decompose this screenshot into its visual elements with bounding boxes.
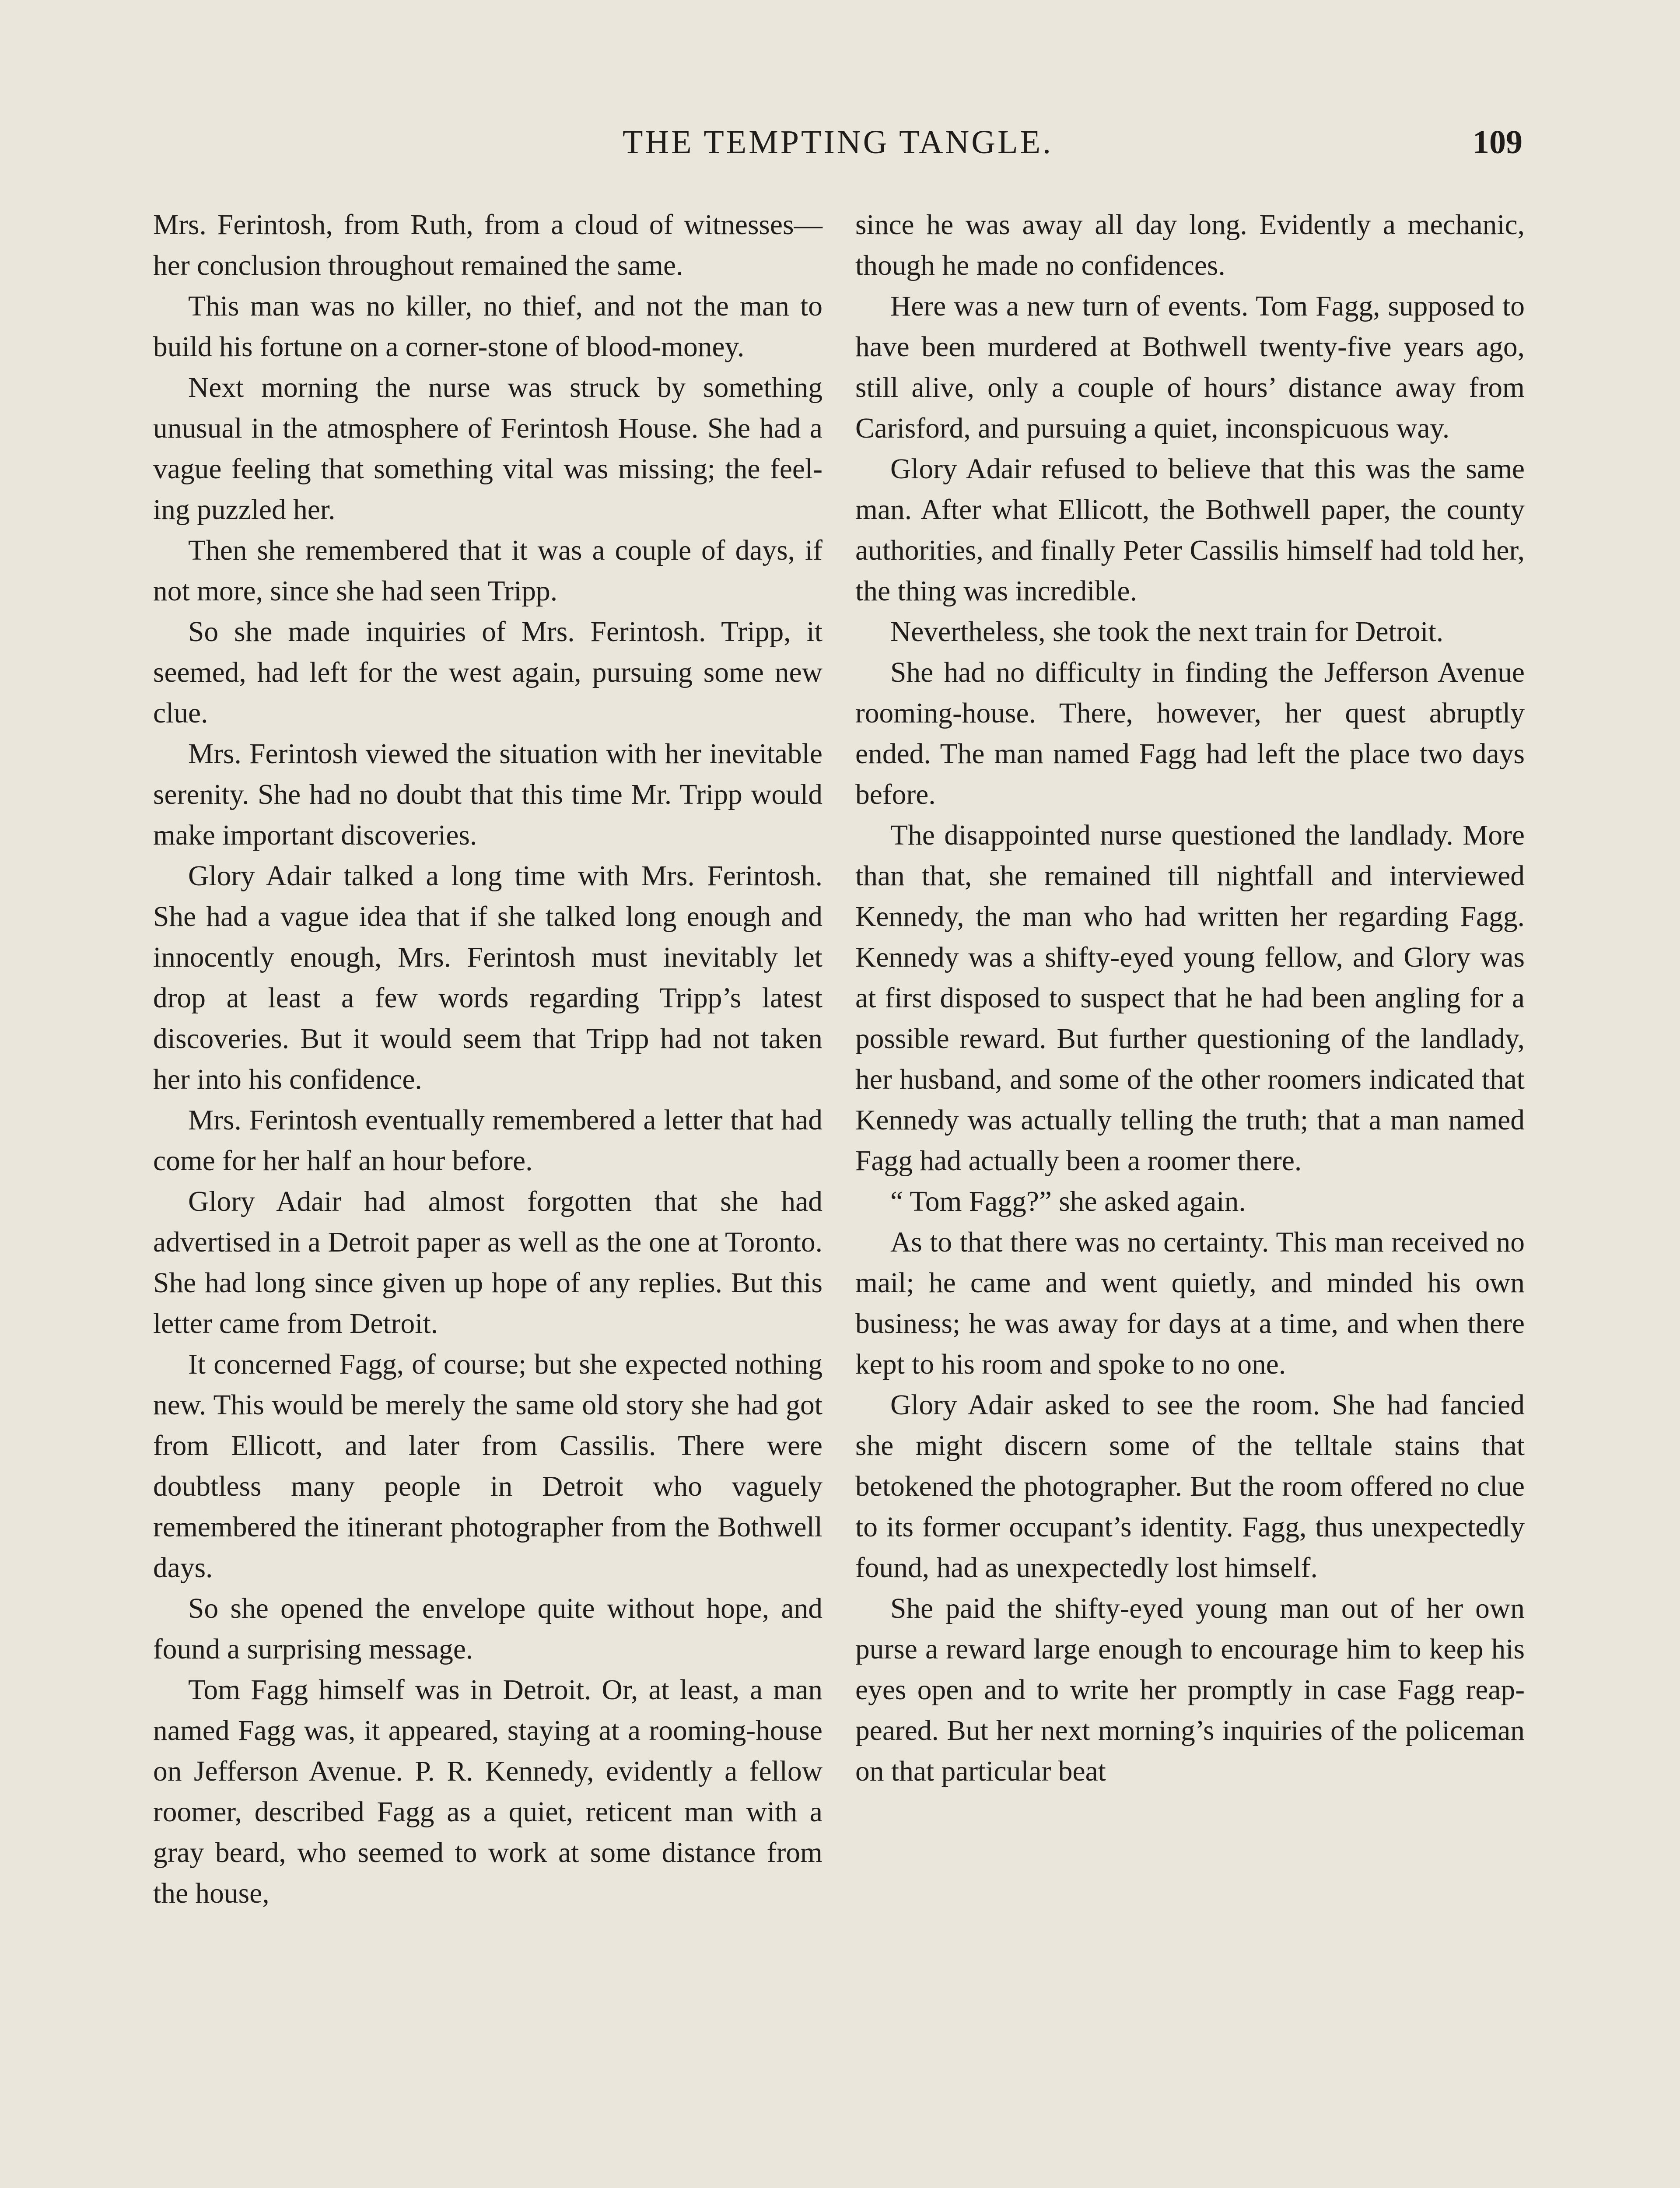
paragraph: Then she remembered that it was a couple of days, if not more, since she had seen Tripp. xyxy=(153,535,822,607)
paragraph: She had no difficulty in finding the Jefferson Avenue rooming-house. There, however, her quest abruptly ended. The man named Fagg had left the place two days before. xyxy=(855,657,1525,810)
left-column xyxy=(153,205,822,1914)
paragraph: Mrs. Ferintosh, from Ruth, from a cloud of witnesses—her conclusion throughout remained the same. xyxy=(153,209,822,281)
paragraph: Glory Adair had almost forgotten that she had advertised in a Detroit paper as well as the one at Toronto. She had long since given up hope of any replies. But this letter came from Detroit. xyxy=(153,1186,822,1339)
paragraph: So she opened the envelope quite without hope, and found a surprising message. xyxy=(153,1593,822,1665)
paragraph: Mrs. Ferintosh eventually remembered a letter that had come for her half an hour before. xyxy=(153,1105,822,1177)
paragraph: Here was a new turn of events. Tom Fagg, supposed to have been murdered at Bothwell twenty-five years ago, still alive, only a couple of hours’ distance away from Carisford, and pursuing a quiet, inconspicuous way. xyxy=(855,291,1525,444)
paragraph: Glory Adair asked to see the room. She had fancied she might discern some of the telltale stains that betokened the photographer. But the room offered no clue to its former occupant’s identity. Fagg, thus unexpectedly found, had as unexpectedly lost himself. xyxy=(855,1389,1525,1584)
paragraph: Next morning the nurse was struck by something unusual in the atmosphere of Ferintosh House. She had a vague feeling that something vital was missing; the feeling puzzled her. xyxy=(153,372,822,526)
running-title: THE TEMPTING TANGLE. xyxy=(622,124,1054,161)
paragraph: Glory Adair refused to believe that this was the same man. After what Ellicott, the Bothwell paper, the county authorities, and finally Peter Cassilis himself had told her, the thing was incredible. xyxy=(855,453,1525,607)
paragraph: This man was no killer, no thief, and not the man to build his fortune on a corner-stone of blood-money. xyxy=(153,291,822,363)
paragraph: Nevertheless, she took the next train for Detroit. xyxy=(890,616,1444,648)
paragraph: Glory Adair talked a long time with Mrs. Ferintosh. She had a vague idea that if she talked long enough and innocently enough, Mrs. Ferintosh must inevitably let drop at least a few words regarding Tripp’s latest discoveries. But it would seem that Tripp had not taken her into his confidence. xyxy=(153,860,822,1095)
paragraph: As to that there was no certainty. This man received no mail; he came and went quietly, and minded his own business; he was away for days at a time, and when there kept to his room and spoke to no one. xyxy=(855,1227,1525,1380)
paragraph: Mrs. Ferintosh viewed the situation with her inevitable serenity. She had no doubt that this time Mr. Tripp would make important discoveries. xyxy=(153,738,822,851)
page-number: 109 xyxy=(1473,124,1522,161)
paragraph: She paid the shifty-eyed young man out of her own purse a reward large enough to encourage him to keep his eyes open and to write her promptly in case Fagg reappeared. But her next morning’s inquiries of the policeman on that particular beat xyxy=(855,1593,1525,1787)
paragraph: Tom Fagg himself was in Detroit. Or, at least, a man named Fagg was, it appeared, staying at a rooming-house on Jefferson Avenue. P. R. Kennedy, evidently a fellow roomer, described Fagg as a quiet, reticent man with a gray beard, who seemed to work at some distance from the house, xyxy=(153,1674,822,1909)
paragraph: It concerned Fagg, of course; but she expected nothing new. This would be merely the same old story she had got from Ellicott, and later from Cassilis. There were doubtless many people in Detroit who vaguely remembered the itinerant photographer from the Bothwell days. xyxy=(153,1349,822,1584)
paragraph: since he was away all day long. Evidently a mechanic, though he made no confidences. xyxy=(855,209,1525,281)
paragraph: The disappointed nurse questioned the landlady. More than that, she remained till nightfall and interviewed Kennedy, the man who had written her regarding Fagg. Kennedy was a shifty-eyed young fellow, and Glory was at first disposed to suspect that he had been angling for a possible reward. But further questioning of the landlady, her husband, and some of the other roomers indicated that Kennedy was actually telling the truth; that a man named Fagg had actually been a roomer there. xyxy=(855,820,1525,1177)
paragraph: So she made inquiries of Mrs. Ferintosh. Tripp, it seemed, had left for the west again, pursuing some new clue. xyxy=(153,616,822,729)
paragraph: “ Tom Fagg?” she asked again. xyxy=(890,1186,1246,1217)
right-column xyxy=(855,205,1525,1792)
page-header xyxy=(153,123,1522,172)
